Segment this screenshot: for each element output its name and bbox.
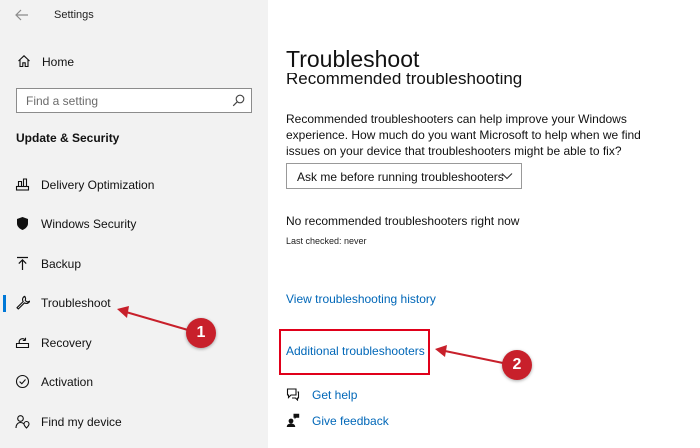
back-button[interactable] xyxy=(12,6,32,24)
chevron-down-icon xyxy=(501,171,513,181)
feedback-icon xyxy=(286,413,300,427)
sidebar-item-label: Backup xyxy=(41,257,82,271)
shield-icon xyxy=(15,216,30,231)
last-checked-text: Last checked: never xyxy=(286,236,367,246)
troubleshoot-preference-dropdown[interactable] xyxy=(286,163,522,189)
delivery-optimization-icon xyxy=(15,177,30,192)
sidebar-item-activation[interactable] xyxy=(0,366,268,398)
search-input[interactable] xyxy=(17,89,227,112)
sidebar-item-label: Delivery Optimization xyxy=(41,178,155,192)
get-help-link[interactable]: Get help xyxy=(312,388,358,402)
check-circle-icon xyxy=(15,374,30,389)
search-box[interactable] xyxy=(16,88,252,113)
sidebar-item-label: Recovery xyxy=(41,336,92,350)
sidebar-item-label: Windows Security xyxy=(41,217,137,231)
troubleshooting-history-link[interactable]: View troubleshooting history xyxy=(286,292,436,306)
home-label: Home xyxy=(42,55,75,69)
annotation-badge-1: 1 xyxy=(186,318,216,348)
annotation-badge-2: 2 xyxy=(502,350,532,380)
section-title: Update & Security xyxy=(16,131,120,145)
dropdown-value: Ask me before running troubleshooters xyxy=(297,170,504,184)
additional-troubleshooters-link[interactable]: Additional troubleshooters xyxy=(286,344,425,358)
person-location-icon xyxy=(15,414,30,429)
no-recommended-status: No recommended troubleshooters right now xyxy=(286,214,520,228)
settings-sidebar xyxy=(0,0,268,448)
sidebar-item-windows-security[interactable] xyxy=(0,208,268,240)
highlight-box xyxy=(279,329,430,375)
give-feedback-link[interactable]: Give feedback xyxy=(312,414,389,428)
title-bar xyxy=(0,0,268,30)
description-text: Recommended troubleshooters can help improve your Windows experience. How much do you want Microsoft to help when we find issues on your device that troubleshooters might be able to fix? xyxy=(286,112,641,158)
backup-arrow-icon xyxy=(15,256,30,271)
wrench-icon xyxy=(15,295,30,310)
sidebar-item-backup[interactable] xyxy=(0,248,268,280)
get-help-icon xyxy=(286,387,300,401)
sidebar-item-delivery-optimization[interactable] xyxy=(0,169,268,201)
page-title: Troubleshoot xyxy=(286,46,420,72)
arrow-left-icon xyxy=(15,9,29,21)
sidebar-item-troubleshoot[interactable] xyxy=(0,287,268,319)
home-icon xyxy=(17,54,31,68)
sidebar-item-find-my-device[interactable] xyxy=(0,406,268,438)
selected-indicator xyxy=(3,295,6,312)
sidebar-item-label: Activation xyxy=(41,375,94,389)
sidebar-item-label: Find my device xyxy=(41,415,122,429)
sidebar-item-recovery[interactable] xyxy=(0,327,268,359)
main-content xyxy=(268,0,700,448)
window-title: Settings xyxy=(54,9,94,21)
sidebar-item-label: Troubleshoot xyxy=(41,296,111,310)
recovery-icon xyxy=(15,335,30,350)
section-subtitle: Recommended troubleshooting xyxy=(286,73,523,88)
search-icon[interactable] xyxy=(232,94,245,107)
home-nav-item[interactable] xyxy=(0,50,268,74)
subtitle-container xyxy=(286,73,606,90)
